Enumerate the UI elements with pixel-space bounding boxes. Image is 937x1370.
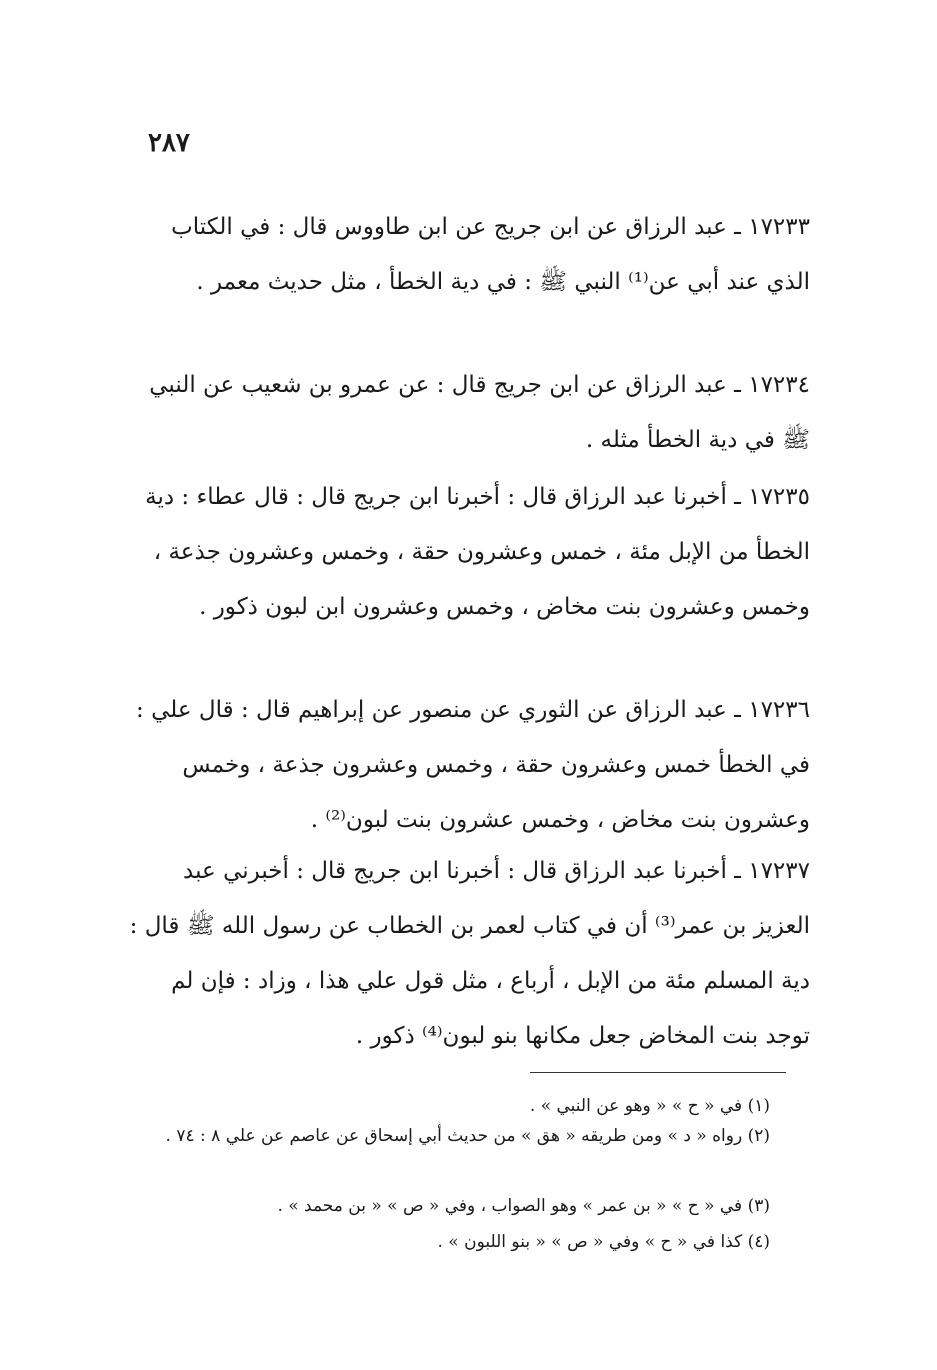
footnote-2: (٢) رواه « د » ومن طريقه « هق » من حديث أبي إسحاق عن عاصم عن علي ٨ : ٧٤ . [165,1126,770,1146]
paragraph-17236: ١٧٢٣٦ ـ عبد الرزاق عن الثوري عن منصور عن إبراهيم قال : قال علي : في الخطأ خمس وعشرون حقة ، وخمس وعشرون جذعة ، وخمس وعشرون بنت مخاض ، وخمس عشرون بنت لبون⁽²⁾ . [136,697,810,833]
page-number: ٢٨٧ [148,128,190,158]
footnote-divider [530,1072,786,1073]
footnote-3: (٣) في « ح » « بن عمر » وهو الصواب ، وفي « ص » « بن محمد » . [277,1196,770,1216]
footnote-1: (١) في « ح » « وهو عن النبي » . [529,1096,770,1116]
paragraph-17233: ١٧٢٣٣ ـ عبد الرزاق عن ابن جريج عن ابن طاووس قال : في الكتاب الذي عند أبي عن⁽¹⁾ النبي ﷺ : في دية الخطأ ، مثل حديث معمر . [171,214,810,295]
paragraph-17235: ١٧٢٣٥ ـ أخبرنا عبد الرزاق قال : أخبرنا ابن جريج قال : قال عطاء : دية الخطأ من الإبل مئة ، خمس وعشرون حقة ، وخمس وعشرون جذعة ، وخمس وعشرون بنت مخاض ، وخمس وعشرون ابن لبون ذكور . [145,484,810,620]
footnote-4: (٤) كذا في « ح » وفي « ص » « بنو اللبون » . [437,1232,770,1252]
paragraph-17237: ١٧٢٣٧ ـ أخبرنا عبد الرزاق قال : أخبرنا ابن جريج قال : أخبرني عبد العزيز بن عمر⁽³⁾ أن في كتاب لعمر بن الخطاب عن رسول الله ﷺ قال : دية المسلم مئة من الإبل ، أرباع ، مثل قول علي هذا ، وزاد : فإن لم توجد بنت المخاض جعل مكانها بنو لبون⁽⁴⁾ ذكور . [129,858,810,1049]
paragraph-17234: ١٧٢٣٤ ـ عبد الرزاق عن ابن جريج قال : عن عمرو بن شعيب عن النبي ﷺ في دية الخطأ مثله . [149,372,810,453]
